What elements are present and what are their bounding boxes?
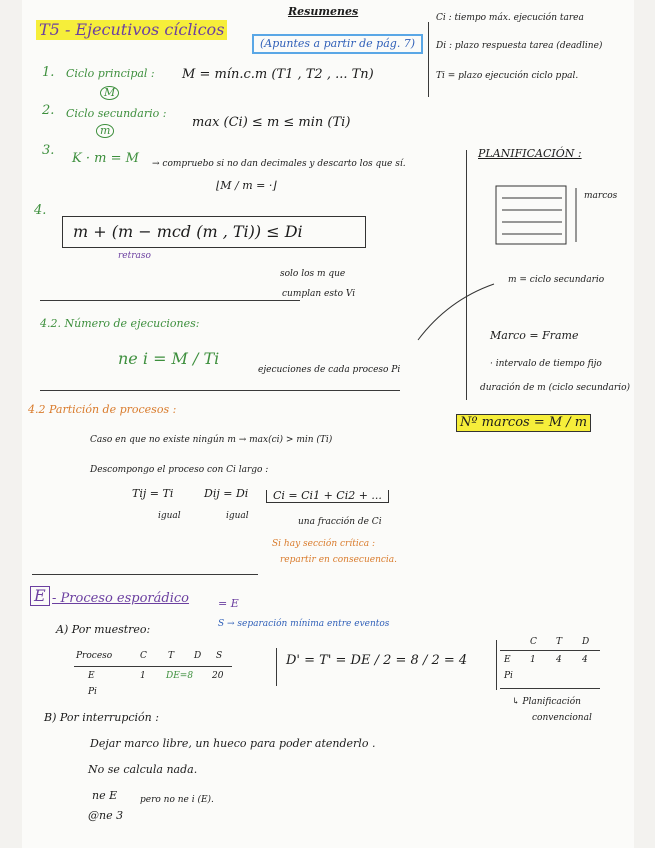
- planif-note: convencional: [532, 713, 592, 723]
- step-note: cumplan esto Vi: [282, 289, 356, 299]
- ctd-cell: Pi: [504, 671, 513, 681]
- divider: [32, 574, 258, 575]
- eq-c: Ci = Ci1 + Ci2 + ...: [266, 490, 389, 503]
- step-number: 2.: [42, 103, 55, 118]
- step-number: 4.: [34, 203, 47, 218]
- interrupcion-line: No se calcula nada.: [88, 763, 198, 776]
- case-text: Caso en que no existe ningún m → max(ci) > min (Ti): [90, 435, 333, 445]
- legend-item: Di : plazo respuesta tarea (deadline): [436, 41, 603, 51]
- section-heading: 4.2. Número de ejecuciones:: [40, 317, 200, 330]
- ctd-bar: [496, 640, 497, 690]
- marcos-label: marcos: [584, 191, 618, 201]
- legend-divider: [428, 22, 429, 97]
- formula-box: m + (m − mcd (m , Ti)) ≤ Di: [62, 216, 366, 248]
- step-label: Ciclo secundario :: [66, 107, 167, 120]
- step-note: → compruebo si no dan decimales y descarto los que sí.: [152, 159, 406, 169]
- intervalo-text: duración de m (ciclo secundario): [480, 383, 631, 393]
- ctd-header: C: [530, 637, 537, 647]
- decompose-text: Descompongo el proceso con Ci largo :: [90, 465, 269, 475]
- sporadic-heading: - Proceso esporádico: [52, 591, 189, 606]
- planif-note: ↳ Planificación: [512, 697, 581, 707]
- eq-d: Dij = Di: [204, 487, 249, 500]
- note-box: (Apuntes a partir de pág. 7): [252, 34, 423, 54]
- ctd-rule: [500, 650, 600, 651]
- ne-e3: @ne 3: [88, 809, 124, 822]
- m-label: m = ciclo secundario: [508, 275, 605, 285]
- table-cell: 20: [212, 671, 224, 681]
- step-note: solo los m que: [280, 269, 346, 279]
- retraso-label: retraso: [118, 251, 151, 261]
- formula-bar: [276, 648, 277, 686]
- symbol-circle: m: [96, 124, 114, 138]
- topic-heading: T5 - Ejecutivos cíclicos: [36, 20, 227, 40]
- table-header: D: [194, 651, 202, 661]
- ne-desc: ejecuciones de cada proceso Pi: [258, 365, 401, 375]
- sporadic-eq: = E: [218, 597, 239, 610]
- sporadic-letter: E: [30, 586, 50, 606]
- table-header: T: [168, 651, 175, 661]
- step-label: Ciclo principal :: [66, 67, 155, 80]
- table-header: Proceso: [76, 651, 113, 661]
- table-header: C: [140, 651, 147, 661]
- ctd-rule: [500, 688, 600, 689]
- fraccion-note: una fracción de Ci: [298, 517, 382, 527]
- marco-frame: Marco = Frame: [490, 329, 579, 342]
- table-header: S: [216, 651, 223, 661]
- interrupcion-heading: B) Por interrupción :: [44, 711, 159, 724]
- ctd-header: D: [582, 637, 590, 647]
- igual-note: igual: [226, 511, 249, 521]
- ctd-cell: 4: [556, 655, 562, 665]
- s-note: S → separación mínima entre eventos: [218, 619, 390, 629]
- formula-range: max (Ci) ≤ m ≤ min (Ti): [192, 115, 351, 130]
- igual-note: igual: [158, 511, 181, 521]
- table-cell: 1: [140, 671, 146, 681]
- ne-note: pero no ne i (E).: [140, 795, 214, 805]
- table-cell: E: [88, 671, 95, 681]
- plan-title: PLANIFICACIÓN :: [478, 147, 582, 160]
- ne-formula: ne i = M / Ti: [118, 349, 220, 368]
- table-rule: [74, 666, 232, 667]
- interrupcion-line: Dejar marco libre, un hueco para poder atenderlo .: [90, 737, 376, 750]
- critica-note: repartir en consecuencia.: [280, 555, 398, 565]
- muestreo-heading: A) Por muestreo:: [56, 623, 151, 636]
- intervalo-text: · intervalo de tiempo fijo: [490, 359, 602, 369]
- arrow-diagram: [418, 280, 498, 340]
- critica-note: Si hay sección crítica :: [272, 539, 376, 549]
- ctd-header: T: [556, 637, 563, 647]
- table-cell: Pi: [88, 687, 97, 697]
- plan-divider: [466, 150, 467, 400]
- table-cell: DE=8: [166, 671, 194, 681]
- formula-km: K · m = M: [72, 151, 139, 166]
- step-number: 1.: [42, 65, 55, 80]
- num-marcos-box: Nº marcos = M / m: [456, 414, 591, 432]
- step-number: 3.: [42, 143, 55, 158]
- formula-mcm: M = mín.c.m (T1 , T2 , ... Tn): [182, 67, 374, 82]
- dprime-formula: D' = T' = DE / 2 = 8 / 2 = 4: [286, 653, 468, 668]
- symbol-circle: M: [100, 86, 119, 100]
- ctd-cell: 4: [582, 655, 588, 665]
- divider: [40, 300, 300, 301]
- page-title: Resumenes: [288, 5, 359, 18]
- legend-item: Ti = plazo ejecución ciclo ppal.: [436, 71, 579, 81]
- step-sub: ⌊M / m = ·⌋: [216, 179, 277, 192]
- eq-t: Tij = Ti: [132, 487, 174, 500]
- ctd-cell: 1: [530, 655, 536, 665]
- ne-e: ne E: [92, 789, 118, 802]
- divider: [40, 390, 400, 391]
- section-heading: 4.2 Partición de procesos :: [28, 403, 177, 416]
- frames-diagram: [496, 186, 596, 256]
- legend-item: Ci : tiempo máx. ejecución tarea: [436, 13, 584, 23]
- ctd-cell: E: [504, 655, 511, 665]
